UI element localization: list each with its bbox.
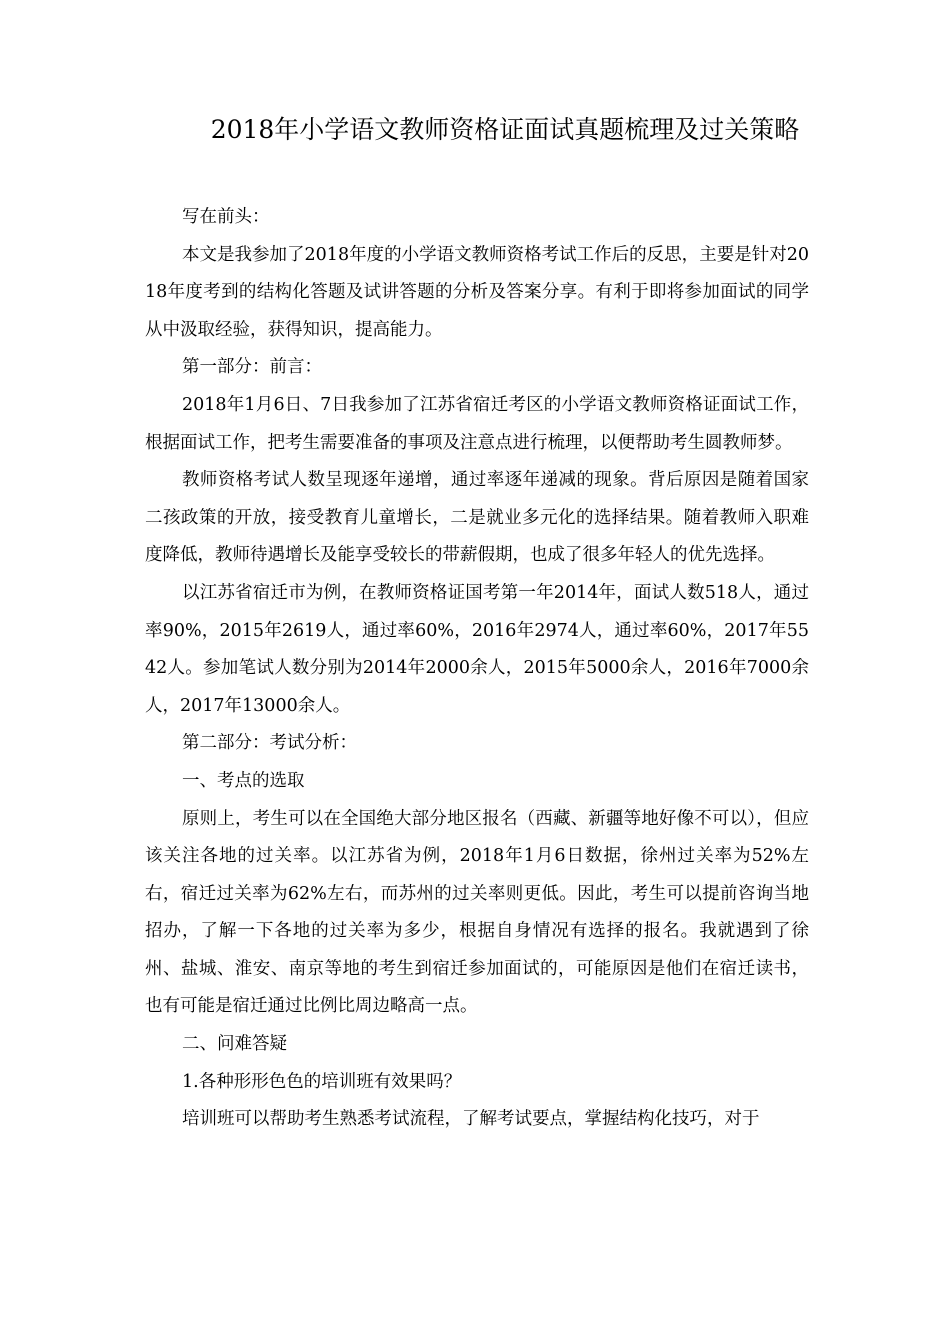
- paragraph-statistics: 以江苏省宿迁市为例，在教师资格证国考第一年2014年，面试人数518人，通过率90%，2015年2619人，通过率60%，2016年2974人，通过率60%，2017年5542人。参加笔试人数分别为2014年2000余人，2015年5000余人，2016年7000余人，2017年13000余人。: [145, 582, 809, 716]
- paragraph-question-one: 1.各种形形色色的培训班有效果吗？: [182, 1071, 462, 1092]
- paragraph-preface-heading: 写在前头：: [182, 207, 270, 227]
- paragraph-trend: 教师资格考试人数呈现逐年递增，通过率逐年递减的现象。背后原因是随着国家二孩政策的开放，接受教育儿童增长，二是就业多元化的选择结果。随着教师入职难度降低，教师待遇增长及能享受较长的带薪假期，也成了很多年轻人的优先选择。: [145, 470, 809, 566]
- paragraph-part-two-heading: 第二部分：考试分析：: [182, 733, 357, 754]
- paragraph-part-one-text: 2018年1月6日、7日我参加了江苏省宿迁考区的小学语文教师资格证面试工作，根据面试工作，把考生需要准备的事项及注意点进行梳理，以便帮助考生圆教师梦。: [145, 394, 809, 453]
- paragraph-intro: 本文是我参加了2018年度的小学语文教师资格考试工作后的反思，主要是针对2018年度考到的结构化答题及试讲答题的分析及答案分享。有利于即将参加面试的同学从中汲取经验，获得知识，提高能力。: [145, 244, 809, 340]
- paragraph-part-one-heading: 第一部分：前言：: [182, 357, 322, 378]
- document-body: [145, 199, 809, 1139]
- paragraph-section-one-heading: 一、考点的选取: [182, 770, 305, 791]
- paragraph-section-one-text: 原则上，考生可以在全国绝大部分地区报名（西藏、新疆等地好像不可以），但应该关注各地的过关率。以江苏省为例，2018年1月6日数据，徐州过关率为52%左右，宿迁过关率为62%左右，而苏州的过关率则更低。因此，考生可以提前咨询当地招办，了解一下各地的过关率为多少，根据自身情况有选择的报名。我就遇到了徐州、盐城、淮安、南京等地的考生到宿迁参加面试的，可能原因是他们在宿迁读书，也有可能是宿迁通过比例比周边略高一点。: [145, 808, 809, 1017]
- document-title: 2018年小学语文教师资格证面试真题梳理及过关策略: [210, 115, 800, 144]
- paragraph-answer-one: 培训班可以帮助考生熟悉考试流程，了解考试要点，掌握结构化技巧，对于: [182, 1109, 760, 1130]
- paragraph-section-two-heading: 二、问难答疑: [182, 1034, 287, 1055]
